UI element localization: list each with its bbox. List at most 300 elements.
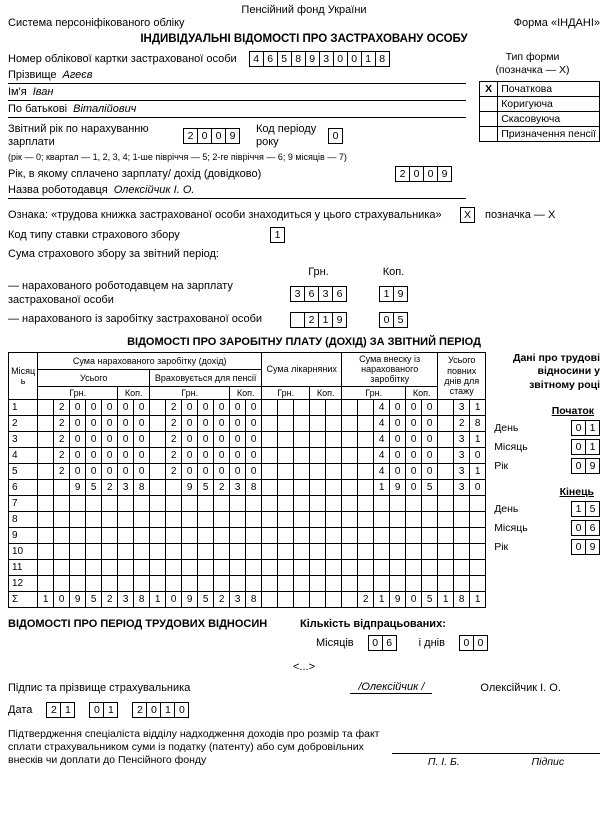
salary-digit-cell[interactable] <box>422 512 438 528</box>
card-number-boxes[interactable] <box>249 51 390 67</box>
salary-digit-cell[interactable] <box>326 544 342 560</box>
salary-digit-cell[interactable] <box>326 560 342 576</box>
salary-digit-cell[interactable]: 1 <box>38 592 54 608</box>
salary-digit-cell[interactable] <box>150 560 166 576</box>
date-day-boxes[interactable] <box>46 702 75 718</box>
salary-digit-cell[interactable] <box>454 560 470 576</box>
digit-cell[interactable]: 2 <box>183 128 198 144</box>
salary-digit-cell[interactable]: 2 <box>54 416 70 432</box>
salary-digit-cell[interactable] <box>358 544 374 560</box>
digit-cell[interactable]: 9 <box>585 539 600 555</box>
salary-digit-cell[interactable] <box>342 432 358 448</box>
salary-digit-cell[interactable] <box>54 560 70 576</box>
salary-digit-cell[interactable]: 0 <box>70 416 86 432</box>
salary-digit-cell[interactable] <box>278 560 294 576</box>
start-day-boxes[interactable] <box>571 420 600 436</box>
form-type-checkbox-correcting[interactable] <box>480 97 498 112</box>
digit-cell[interactable]: 9 <box>305 51 320 67</box>
salary-digit-cell[interactable]: 8 <box>470 416 486 432</box>
salary-digit-cell[interactable] <box>342 544 358 560</box>
salary-digit-cell[interactable]: 0 <box>54 592 70 608</box>
digit-cell[interactable]: 0 <box>146 702 161 718</box>
salary-digit-cell[interactable] <box>214 544 230 560</box>
salary-digit-cell[interactable] <box>310 400 326 416</box>
salary-digit-cell[interactable]: 2 <box>54 432 70 448</box>
rate-code-box[interactable] <box>270 227 285 243</box>
worked-months-boxes[interactable] <box>368 635 397 651</box>
salary-digit-cell[interactable] <box>438 528 454 544</box>
salary-digit-cell[interactable]: 9 <box>182 592 198 608</box>
salary-digit-cell[interactable]: 0 <box>230 448 246 464</box>
salary-digit-cell[interactable]: 0 <box>182 448 198 464</box>
salary-digit-cell[interactable] <box>470 576 486 592</box>
salary-digit-cell[interactable] <box>70 576 86 592</box>
salary-digit-cell[interactable] <box>390 496 406 512</box>
salary-digit-cell[interactable] <box>198 560 214 576</box>
worked-days-boxes[interactable] <box>459 635 488 651</box>
form-type-checkbox-initial[interactable]: X <box>480 82 498 97</box>
salary-digit-cell[interactable] <box>310 560 326 576</box>
salary-digit-cell[interactable] <box>406 496 422 512</box>
salary-digit-cell[interactable]: 5 <box>422 480 438 496</box>
salary-digit-cell[interactable]: 3 <box>454 480 470 496</box>
salary-digit-cell[interactable] <box>358 528 374 544</box>
salary-digit-cell[interactable] <box>134 528 150 544</box>
digit-cell[interactable]: 0 <box>211 128 226 144</box>
salary-digit-cell[interactable] <box>422 496 438 512</box>
digit-cell[interactable]: 2 <box>46 702 61 718</box>
salary-digit-cell[interactable] <box>262 592 278 608</box>
salary-digit-cell[interactable]: 0 <box>118 448 134 464</box>
salary-digit-cell[interactable]: 0 <box>198 416 214 432</box>
digit-cell[interactable]: 0 <box>368 635 383 651</box>
digit-cell[interactable]: 1 <box>585 439 600 455</box>
digit-cell[interactable]: 6 <box>382 635 397 651</box>
salary-digit-cell[interactable] <box>262 480 278 496</box>
salary-digit-cell[interactable]: 1 <box>470 400 486 416</box>
salary-digit-cell[interactable] <box>342 528 358 544</box>
salary-digit-cell[interactable]: 1 <box>438 592 454 608</box>
salary-digit-cell[interactable] <box>70 560 86 576</box>
salary-digit-cell[interactable] <box>86 496 102 512</box>
salary-digit-cell[interactable] <box>54 496 70 512</box>
salary-digit-cell[interactable] <box>326 512 342 528</box>
salary-digit-cell[interactable]: 3 <box>230 480 246 496</box>
start-year-boxes[interactable] <box>571 458 600 474</box>
salary-digit-cell[interactable] <box>118 560 134 576</box>
salary-digit-cell[interactable] <box>246 560 262 576</box>
salary-digit-cell[interactable] <box>182 544 198 560</box>
salary-digit-cell[interactable] <box>262 448 278 464</box>
digit-cell[interactable]: 9 <box>437 166 452 182</box>
salary-digit-cell[interactable] <box>246 528 262 544</box>
digit-cell[interactable]: 3 <box>290 286 305 302</box>
salary-digit-cell[interactable] <box>326 432 342 448</box>
salary-digit-cell[interactable] <box>134 576 150 592</box>
salary-digit-cell[interactable] <box>230 576 246 592</box>
salary-digit-cell[interactable] <box>470 496 486 512</box>
salary-digit-cell[interactable]: 2 <box>166 416 182 432</box>
salary-digit-cell[interactable]: 0 <box>230 416 246 432</box>
digit-cell[interactable]: 1 <box>270 227 285 243</box>
digit-cell[interactable]: 0 <box>347 51 362 67</box>
employer-fee-hrn-boxes[interactable] <box>290 286 347 302</box>
salary-digit-cell[interactable]: 8 <box>246 592 262 608</box>
salary-digit-cell[interactable] <box>358 432 374 448</box>
salary-digit-cell[interactable] <box>406 528 422 544</box>
salary-digit-cell[interactable] <box>118 544 134 560</box>
salary-digit-cell[interactable] <box>310 496 326 512</box>
period-code-box[interactable] <box>328 128 343 144</box>
salary-digit-cell[interactable]: 0 <box>182 432 198 448</box>
salary-digit-cell[interactable] <box>118 512 134 528</box>
salary-digit-cell[interactable]: 2 <box>54 464 70 480</box>
digit-cell[interactable]: 0 <box>571 539 586 555</box>
salary-digit-cell[interactable] <box>422 576 438 592</box>
salary-digit-cell[interactable]: 0 <box>406 416 422 432</box>
salary-digit-cell[interactable]: 0 <box>246 464 262 480</box>
salary-digit-cell[interactable] <box>86 544 102 560</box>
digit-cell[interactable]: 0 <box>379 312 394 328</box>
salary-digit-cell[interactable]: 0 <box>182 464 198 480</box>
salary-digit-cell[interactable]: 2 <box>454 416 470 432</box>
salary-digit-cell[interactable] <box>342 592 358 608</box>
digit-cell[interactable]: 0 <box>571 439 586 455</box>
salary-digit-cell[interactable]: 2 <box>54 448 70 464</box>
salary-digit-cell[interactable] <box>118 528 134 544</box>
salary-digit-cell[interactable] <box>454 512 470 528</box>
salary-digit-cell[interactable]: 0 <box>70 448 86 464</box>
salary-digit-cell[interactable]: 2 <box>214 480 230 496</box>
salary-digit-cell[interactable] <box>38 496 54 512</box>
surname-value[interactable]: Агеєв <box>62 69 93 81</box>
salary-digit-cell[interactable] <box>230 512 246 528</box>
salary-digit-cell[interactable]: 0 <box>102 448 118 464</box>
salary-digit-cell[interactable] <box>182 528 198 544</box>
employer-fee-kop-boxes[interactable] <box>379 286 408 302</box>
salary-digit-cell[interactable]: 2 <box>54 400 70 416</box>
salary-digit-cell[interactable]: 9 <box>70 592 86 608</box>
end-day-boxes[interactable] <box>571 501 600 517</box>
salary-digit-cell[interactable] <box>438 512 454 528</box>
salary-digit-cell[interactable] <box>54 544 70 560</box>
salary-digit-cell[interactable] <box>278 416 294 432</box>
digit-cell[interactable]: 5 <box>585 501 600 517</box>
end-year-boxes[interactable] <box>571 539 600 555</box>
salary-digit-cell[interactable]: 0 <box>230 432 246 448</box>
salary-digit-cell[interactable] <box>374 544 390 560</box>
salary-digit-cell[interactable]: 0 <box>406 400 422 416</box>
salary-digit-cell[interactable] <box>198 496 214 512</box>
salary-digit-cell[interactable]: 0 <box>422 448 438 464</box>
salary-digit-cell[interactable]: 0 <box>406 464 422 480</box>
salary-digit-cell[interactable] <box>358 464 374 480</box>
salary-digit-cell[interactable] <box>262 512 278 528</box>
salary-digit-cell[interactable]: 0 <box>166 592 182 608</box>
salary-digit-cell[interactable] <box>134 560 150 576</box>
salary-digit-cell[interactable] <box>294 416 310 432</box>
form-type-checkbox-cancelling[interactable] <box>480 112 498 127</box>
salary-digit-cell[interactable] <box>38 512 54 528</box>
salary-digit-cell[interactable]: 0 <box>102 464 118 480</box>
salary-digit-cell[interactable]: 0 <box>102 432 118 448</box>
salary-digit-cell[interactable] <box>182 512 198 528</box>
salary-digit-cell[interactable] <box>358 496 374 512</box>
employee-fee-kop-boxes[interactable] <box>379 312 408 328</box>
salary-digit-cell[interactable] <box>422 560 438 576</box>
salary-digit-cell[interactable] <box>54 528 70 544</box>
salary-digit-cell[interactable]: 0 <box>406 448 422 464</box>
digit-cell[interactable]: 1 <box>160 702 175 718</box>
salary-digit-cell[interactable] <box>454 544 470 560</box>
salary-digit-cell[interactable] <box>262 400 278 416</box>
salary-digit-cell[interactable] <box>262 464 278 480</box>
salary-digit-cell[interactable] <box>38 480 54 496</box>
salary-digit-cell[interactable] <box>102 576 118 592</box>
salary-digit-cell[interactable] <box>150 416 166 432</box>
salary-digit-cell[interactable] <box>342 448 358 464</box>
salary-digit-cell[interactable] <box>246 512 262 528</box>
digit-cell[interactable]: 5 <box>393 312 408 328</box>
salary-digit-cell[interactable] <box>166 480 182 496</box>
salary-digit-cell[interactable] <box>390 544 406 560</box>
salary-digit-cell[interactable] <box>406 512 422 528</box>
salary-digit-cell[interactable]: 2 <box>166 448 182 464</box>
salary-digit-cell[interactable] <box>358 400 374 416</box>
salary-digit-cell[interactable]: 0 <box>86 416 102 432</box>
salary-digit-cell[interactable] <box>38 560 54 576</box>
salary-digit-cell[interactable] <box>294 464 310 480</box>
salary-digit-cell[interactable] <box>310 576 326 592</box>
salary-digit-cell[interactable] <box>150 400 166 416</box>
salary-digit-cell[interactable] <box>358 576 374 592</box>
salary-digit-cell[interactable]: 9 <box>390 480 406 496</box>
salary-digit-cell[interactable] <box>54 480 70 496</box>
digit-cell[interactable]: 0 <box>571 420 586 436</box>
salary-digit-cell[interactable]: 1 <box>374 480 390 496</box>
salary-digit-cell[interactable]: 1 <box>150 592 166 608</box>
salary-digit-cell[interactable] <box>278 544 294 560</box>
salary-digit-cell[interactable]: 1 <box>470 464 486 480</box>
salary-digit-cell[interactable] <box>438 560 454 576</box>
salary-digit-cell[interactable] <box>278 464 294 480</box>
salary-digit-cell[interactable] <box>150 512 166 528</box>
salary-digit-cell[interactable] <box>310 416 326 432</box>
salary-digit-cell[interactable] <box>342 480 358 496</box>
date-month-boxes[interactable] <box>89 702 118 718</box>
salary-digit-cell[interactable] <box>358 560 374 576</box>
salary-digit-cell[interactable]: 0 <box>422 416 438 432</box>
salary-digit-cell[interactable] <box>166 560 182 576</box>
salary-digit-cell[interactable] <box>230 544 246 560</box>
firstname-value[interactable]: Іван <box>32 86 54 98</box>
salary-digit-cell[interactable] <box>438 448 454 464</box>
salary-digit-cell[interactable]: 0 <box>390 416 406 432</box>
salary-digit-cell[interactable] <box>166 544 182 560</box>
form-type-checkbox-pension[interactable] <box>480 127 498 142</box>
salary-digit-cell[interactable] <box>230 496 246 512</box>
salary-digit-cell[interactable] <box>214 512 230 528</box>
salary-digit-cell[interactable]: 0 <box>214 448 230 464</box>
salary-digit-cell[interactable] <box>166 512 182 528</box>
salary-digit-cell[interactable]: 0 <box>198 400 214 416</box>
salary-digit-cell[interactable] <box>294 544 310 560</box>
salary-digit-cell[interactable] <box>86 560 102 576</box>
salary-digit-cell[interactable]: 0 <box>102 400 118 416</box>
salary-digit-cell[interactable] <box>182 576 198 592</box>
salary-digit-cell[interactable] <box>374 576 390 592</box>
salary-digit-cell[interactable]: 0 <box>246 400 262 416</box>
start-month-boxes[interactable] <box>571 439 600 455</box>
salary-digit-cell[interactable] <box>38 576 54 592</box>
digit-cell[interactable]: 1 <box>318 312 333 328</box>
salary-digit-cell[interactable] <box>310 512 326 528</box>
digit-cell[interactable]: 1 <box>361 51 376 67</box>
salary-digit-cell[interactable]: 0 <box>70 464 86 480</box>
salary-digit-cell[interactable] <box>262 432 278 448</box>
salary-digit-cell[interactable] <box>310 480 326 496</box>
employer-value[interactable]: Олексійчик І. О. <box>113 184 195 197</box>
insurer-signature-value[interactable]: /Олексійчик / <box>350 681 432 694</box>
salary-digit-cell[interactable] <box>86 576 102 592</box>
salary-digit-cell[interactable]: 2 <box>102 592 118 608</box>
salary-digit-cell[interactable] <box>54 512 70 528</box>
salary-digit-cell[interactable] <box>326 464 342 480</box>
salary-digit-cell[interactable]: 0 <box>246 432 262 448</box>
salary-digit-cell[interactable]: 0 <box>422 464 438 480</box>
salary-digit-cell[interactable]: 8 <box>454 592 470 608</box>
salary-digit-cell[interactable] <box>150 496 166 512</box>
salary-digit-cell[interactable] <box>182 560 198 576</box>
salary-digit-cell[interactable]: 0 <box>198 432 214 448</box>
salary-digit-cell[interactable] <box>134 544 150 560</box>
salary-digit-cell[interactable] <box>278 576 294 592</box>
salary-digit-cell[interactable] <box>38 432 54 448</box>
salary-digit-cell[interactable] <box>310 464 326 480</box>
digit-cell[interactable]: 1 <box>379 286 394 302</box>
salary-digit-cell[interactable] <box>102 496 118 512</box>
salary-digit-cell[interactable]: 0 <box>118 400 134 416</box>
salary-digit-cell[interactable] <box>342 416 358 432</box>
salary-digit-cell[interactable] <box>86 528 102 544</box>
salary-digit-cell[interactable]: 0 <box>390 432 406 448</box>
digit-cell[interactable]: 0 <box>333 51 348 67</box>
salary-digit-cell[interactable] <box>38 464 54 480</box>
digit-cell[interactable]: 0 <box>473 635 488 651</box>
salary-digit-cell[interactable] <box>102 544 118 560</box>
patronymic-value[interactable]: Віталійович <box>73 103 137 115</box>
salary-digit-cell[interactable] <box>454 496 470 512</box>
salary-digit-cell[interactable] <box>294 512 310 528</box>
salary-digit-cell[interactable] <box>214 496 230 512</box>
salary-digit-cell[interactable] <box>198 512 214 528</box>
salary-digit-cell[interactable] <box>262 528 278 544</box>
digit-cell[interactable]: 1 <box>103 702 118 718</box>
salary-digit-cell[interactable] <box>150 544 166 560</box>
salary-digit-cell[interactable]: 0 <box>406 480 422 496</box>
salary-digit-cell[interactable] <box>246 576 262 592</box>
salary-digit-cell[interactable] <box>70 544 86 560</box>
digit-cell[interactable]: 8 <box>291 51 306 67</box>
salary-digit-cell[interactable] <box>118 496 134 512</box>
salary-digit-cell[interactable] <box>326 496 342 512</box>
salary-digit-cell[interactable] <box>438 544 454 560</box>
salary-digit-cell[interactable]: 5 <box>422 592 438 608</box>
salary-digit-cell[interactable] <box>326 528 342 544</box>
digit-cell[interactable]: 1 <box>585 420 600 436</box>
salary-digit-cell[interactable] <box>326 480 342 496</box>
salary-digit-cell[interactable] <box>38 416 54 432</box>
salary-digit-cell[interactable]: 1 <box>470 432 486 448</box>
salary-digit-cell[interactable] <box>374 512 390 528</box>
salary-digit-cell[interactable] <box>422 528 438 544</box>
salary-digit-cell[interactable]: 4 <box>374 400 390 416</box>
salary-digit-cell[interactable] <box>38 544 54 560</box>
salary-digit-cell[interactable]: 0 <box>470 448 486 464</box>
salary-digit-cell[interactable]: 0 <box>214 432 230 448</box>
digit-cell[interactable]: 5 <box>277 51 292 67</box>
salary-digit-cell[interactable] <box>358 448 374 464</box>
salary-digit-cell[interactable] <box>150 480 166 496</box>
salary-digit-cell[interactable] <box>326 448 342 464</box>
date-year-boxes[interactable] <box>132 702 189 718</box>
salary-digit-cell[interactable] <box>294 560 310 576</box>
digit-cell[interactable]: 9 <box>393 286 408 302</box>
salary-digit-cell[interactable] <box>374 496 390 512</box>
salary-digit-cell[interactable]: 3 <box>118 480 134 496</box>
salary-digit-cell[interactable] <box>70 496 86 512</box>
salary-digit-cell[interactable] <box>438 400 454 416</box>
salary-digit-cell[interactable] <box>470 512 486 528</box>
digit-cell[interactable]: 6 <box>332 286 347 302</box>
salary-digit-cell[interactable]: 3 <box>454 448 470 464</box>
salary-digit-cell[interactable]: 0 <box>422 432 438 448</box>
salary-digit-cell[interactable] <box>438 480 454 496</box>
salary-digit-cell[interactable] <box>358 512 374 528</box>
salary-digit-cell[interactable] <box>342 512 358 528</box>
salary-digit-cell[interactable] <box>166 528 182 544</box>
salary-digit-cell[interactable] <box>310 544 326 560</box>
salary-digit-cell[interactable] <box>470 544 486 560</box>
salary-digit-cell[interactable] <box>310 432 326 448</box>
salary-digit-cell[interactable] <box>454 528 470 544</box>
salary-digit-cell[interactable] <box>102 560 118 576</box>
salary-digit-cell[interactable] <box>342 560 358 576</box>
salary-digit-cell[interactable]: 0 <box>118 432 134 448</box>
digit-cell[interactable] <box>290 312 305 328</box>
salary-digit-cell[interactable]: 0 <box>118 416 134 432</box>
salary-digit-cell[interactable]: 0 <box>422 400 438 416</box>
salary-digit-cell[interactable] <box>374 528 390 544</box>
salary-digit-cell[interactable]: 0 <box>246 448 262 464</box>
salary-digit-cell[interactable] <box>278 448 294 464</box>
salary-digit-cell[interactable] <box>166 496 182 512</box>
salary-digit-cell[interactable]: 0 <box>70 400 86 416</box>
salary-digit-cell[interactable] <box>262 544 278 560</box>
salary-digit-cell[interactable]: 4 <box>374 464 390 480</box>
salary-digit-cell[interactable] <box>326 400 342 416</box>
digit-cell[interactable]: 2 <box>304 312 319 328</box>
salary-digit-cell[interactable]: 0 <box>86 400 102 416</box>
salary-digit-cell[interactable]: 3 <box>230 592 246 608</box>
salary-digit-cell[interactable] <box>278 512 294 528</box>
digit-cell[interactable]: 0 <box>571 520 586 536</box>
salary-digit-cell[interactable] <box>278 496 294 512</box>
salary-digit-cell[interactable]: 1 <box>374 592 390 608</box>
salary-digit-cell[interactable]: 0 <box>134 448 150 464</box>
salary-digit-cell[interactable] <box>438 464 454 480</box>
salary-digit-cell[interactable] <box>246 544 262 560</box>
